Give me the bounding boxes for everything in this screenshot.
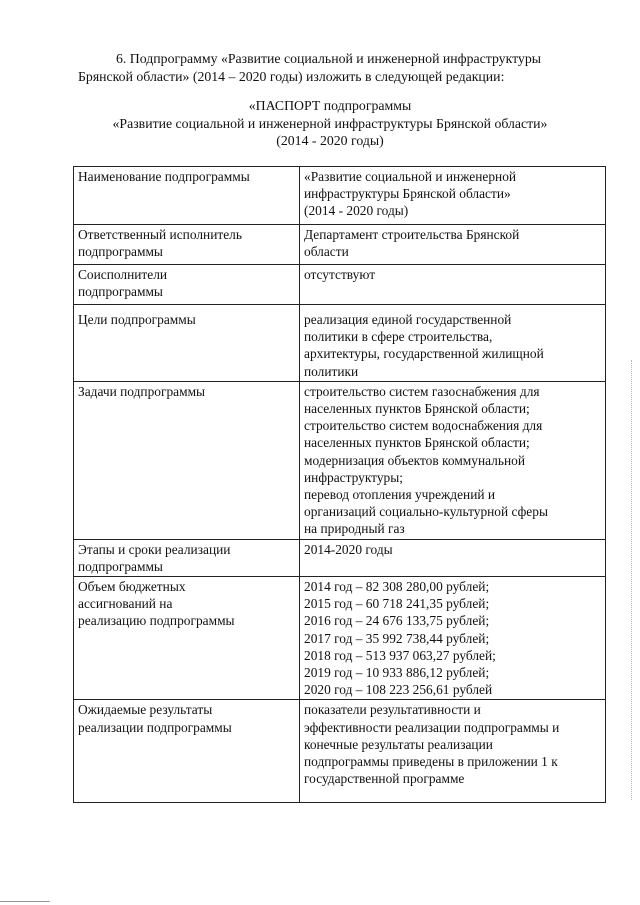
row-value-cell (300, 305, 606, 382)
row-value-line: 2014-2020 годы (304, 541, 393, 557)
row-label-line: ассигнований на (78, 596, 173, 612)
table-row-tasks (74, 381, 606, 539)
amendment-intro (78, 50, 598, 86)
row-value-line: отсутствуют (304, 267, 376, 282)
row-label-line: Этапы и сроки реализации (78, 541, 231, 557)
row-value-line: населенных пунктов Брянской области; (304, 401, 530, 417)
row-label-line: реализации подпрограммы (78, 719, 232, 735)
row-label-line: подпрограммы (78, 558, 163, 574)
table-row-budget (74, 577, 606, 700)
row-label-cell (74, 225, 300, 265)
row-value-line: реализация единой государственной (304, 312, 512, 327)
row-value-line: (2014 - 2020 годы) (304, 203, 409, 219)
scan-bottom-mark (0, 901, 50, 902)
row-value-line: инфраструктуры; (304, 469, 403, 485)
row-value-cell (300, 225, 606, 265)
row-value-line: организаций социально-культурной сферы (304, 504, 548, 520)
row-value-line: инфраструктуры Брянской области» (304, 186, 511, 202)
intro-line-1: 6. Подпрограмму «Развитие социальной и инженерной инфраструктуры (116, 51, 542, 66)
passport-title-line-2: «Развитие социальной и инженерной инфраструктуры Брянской области» (112, 115, 548, 131)
table-row-subprogram-name (74, 167, 606, 225)
row-value-line: перевод отопления учреждений и (304, 487, 496, 503)
passport-table (73, 166, 606, 803)
row-label-cell (74, 381, 300, 539)
table-row-responsible-executor (74, 225, 606, 265)
row-value-line: показатели результативности и (304, 702, 481, 718)
row-label-line: Соисполнители (78, 267, 168, 282)
row-label-cell (74, 700, 300, 803)
row-value-line: политики в сфере строительства, (304, 329, 493, 345)
row-label-line: подпрограммы (78, 244, 163, 260)
row-value-line: эффективности реализации подпрограммы и (304, 719, 560, 735)
row-value-line: области (304, 244, 349, 260)
row-label-line: Наименование подпрограммы (78, 169, 250, 184)
row-label-line: Цели подпрограммы (78, 312, 196, 327)
table-row-stages-and-terms (74, 539, 606, 576)
passport-table-body (74, 167, 606, 803)
table-row-co-executors (74, 265, 606, 305)
row-value-line: 2016 год – 24 676 133,75 рублей; (304, 613, 490, 629)
row-label-cell (74, 539, 300, 576)
passport-title-line-1: «ПАСПОРТ подпрограммы (248, 98, 412, 113)
row-label-cell (74, 265, 300, 305)
row-value-line: 2014 год – 82 308 280,00 рублей; (304, 579, 490, 595)
row-value-cell (300, 381, 606, 539)
passport-title (60, 97, 600, 150)
row-value-line: населенных пунктов Брянской области; (304, 435, 530, 451)
row-value-line: 2018 год – 513 937 063,27 рублей; (304, 647, 496, 663)
row-value-cell (300, 700, 606, 803)
row-value-line: модернизация объектов коммунальной (304, 452, 526, 468)
row-value-line: политики (304, 363, 359, 379)
row-value-line: государственной программе (304, 771, 465, 787)
table-row-goals (74, 305, 606, 382)
passport-title-line-3: (2014 - 2020 годы) (276, 133, 384, 148)
row-label-cell (74, 305, 300, 382)
row-value-cell (300, 167, 606, 225)
row-value-line: конечные результаты реализации (304, 736, 493, 752)
row-value-line: подпрограммы приведены в приложении 1 к (304, 754, 558, 770)
row-label-line: Объем бюджетных (78, 579, 186, 595)
row-value-cell (300, 539, 606, 576)
row-label-line: подпрограммы (78, 284, 163, 300)
row-value-line: 2015 год – 60 718 241,35 рублей; (304, 596, 490, 612)
row-label-line: Ответственный исполнитель (78, 227, 242, 242)
row-value-cell (300, 577, 606, 700)
row-label-cell (74, 577, 300, 700)
row-label-line: Задачи подпрограммы (78, 383, 206, 399)
row-value-line: 2020 год – 108 223 256,61 рублей (304, 682, 493, 698)
row-label-cell (74, 167, 300, 225)
row-value-line: строительство систем газоснабжения для (304, 383, 540, 399)
row-value-line: архитектуры, государственной жилищной (304, 346, 544, 362)
table-row-expected-results (74, 700, 606, 803)
intro-line-2: Брянской области» (2014 – 2020 годы) изложить в следующей редакции: (78, 69, 505, 84)
row-value-line: «Развитие социальной и инженерной (304, 169, 517, 184)
row-label-line: реализацию подпрограммы (78, 613, 235, 629)
row-value-line: строительство систем водоснабжения для (304, 418, 543, 434)
row-value-line: на природный газ (304, 521, 405, 537)
row-value-line: Департамент строительства Брянской (304, 227, 520, 242)
row-value-cell (300, 265, 606, 305)
row-label-line: Ожидаемые результаты (78, 702, 213, 718)
scan-edge-marks (629, 360, 632, 800)
row-value-line: 2019 год – 10 933 886,12 рублей; (304, 665, 490, 681)
row-value-line: 2017 год – 35 992 738,44 рублей; (304, 630, 490, 646)
